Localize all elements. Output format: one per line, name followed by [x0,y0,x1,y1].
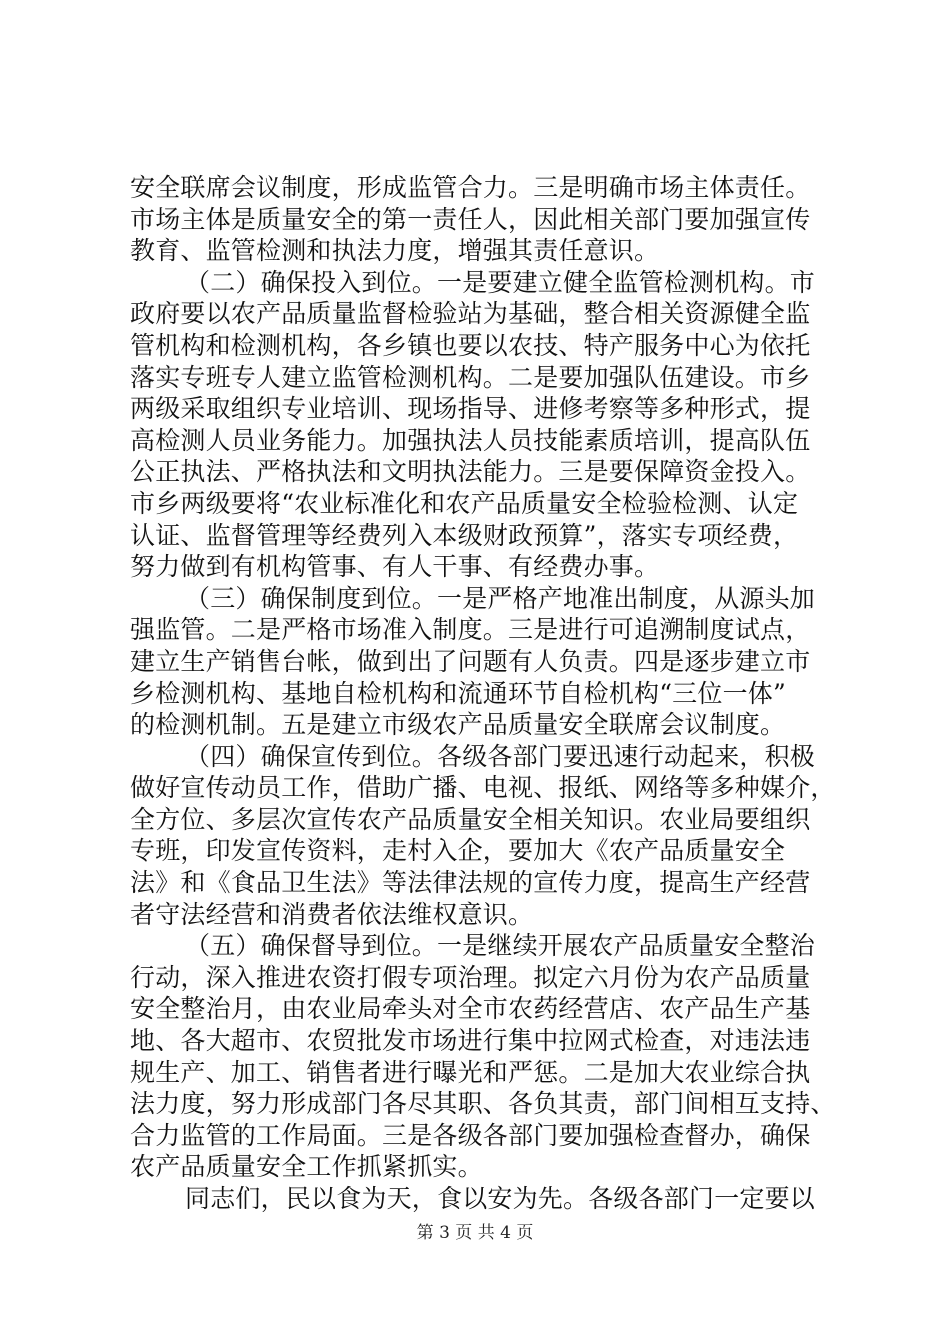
text-line: 高检测人员业务能力。加强执法人员技能素质培训，提高队伍 [130,425,811,455]
text-line: 的检测机制。五是建立市级农产品质量安全联席会议制度。 [130,710,786,740]
text-line: 强监管。二是严格市场准入制度。三是进行可追溯制度试点， [130,615,811,645]
text-line: 规生产、加工、销售者进行曝光和严惩。二是加大农业综合执 [130,1057,811,1087]
text-line: 安全整治月，由农业局牵头对全市农药经营店、农产品生产基 [130,994,811,1024]
text-line: （三）确保制度到位。一是严格产地准出制度，从源头加 [185,583,816,613]
text-line: （二）确保投入到位。一是要建立健全监管检测机构。市 [185,267,816,297]
text-line: 公正执法、严格执法和文明执法能力。三是要保障资金投入。 [130,457,811,487]
text-line: 农产品质量安全工作抓紧抓实。 [130,1152,483,1182]
text-line: 行动，深入推进农资打假专项治理。拟定六月份为农产品质量 [130,962,811,992]
document-body [130,172,836,1215]
text-line: 认证、监督管理等经费列入本级财政预算”，落实专项经费， [130,520,799,550]
text-line: 市场主体是质量安全的第一责任人，因此相关部门要加强宣传 [130,204,811,234]
page-footer: 第 3 页 共 4 页 [416,1223,534,1243]
text-line: （四）确保宣传到位。各级各部门要迅速行动起来，积极 [185,741,816,771]
text-line: 同志们，民以食为天，食以安为先。各级各部门一定要以 [185,1184,816,1213]
text-line: 建立生产销售台帐，做到出了问题有人负责。四是逐步建立市 [130,646,811,676]
text-line: 做好宣传动员工作，借助广播、电视、报纸、网络等多种媒介， [130,773,836,803]
text-line: 管机构和检测机构，各乡镇也要以农技、特产服务中心为依托 [130,330,811,360]
text-line: 教育、监管检测和执法力度，增强其责任意识。 [130,236,660,266]
text-line: 专班，印发宣传资料，走村入企，要加大《农产品质量安全 [130,836,786,866]
text-line: 法》和《食品卫生法》等法律法规的宣传力度，提高生产经营 [130,868,811,898]
text-line: 两级采取组织专业培训、现场指导、进修考察等多种形式，提 [130,394,811,424]
text-line: 法力度，努力形成部门各尽其职、各负其责，部门间相互支持、 [130,1089,836,1119]
text-line: 努力做到有机构管事、有人干事、有经费办事。 [130,552,660,582]
text-line: 地、各大超市、农贸批发市场进行集中拉网式检查，对违法违 [130,1026,811,1056]
text-line: 政府要以农产品质量监督检验站为基础，整合相关资源健全监 [130,299,811,329]
text-line: 全方位、多层次宣传农产品质量安全相关知识。农业局要组织 [130,804,811,834]
text-line: 落实专班专人建立监管检测机构。二是要加强队伍建设。市乡 [130,362,811,392]
text-line: 合力监管的工作局面。三是各级各部门要加强检查督办，确保 [130,1120,811,1150]
text-line: 安全联席会议制度，形成监管合力。三是明确市场主体责任。 [130,173,811,202]
text-line: 市乡两级要将“农业标准化和农产品质量安全检验检测、认定 [130,488,799,518]
text-line: （五）确保督导到位。一是继续开展农产品质量安全整治 [185,931,816,961]
text-line: 乡检测机构、基地自检机构和流通环节自检机构“三位一体” [130,678,786,708]
text-line: 者守法经营和消费者依法维权意识。 [130,899,534,929]
